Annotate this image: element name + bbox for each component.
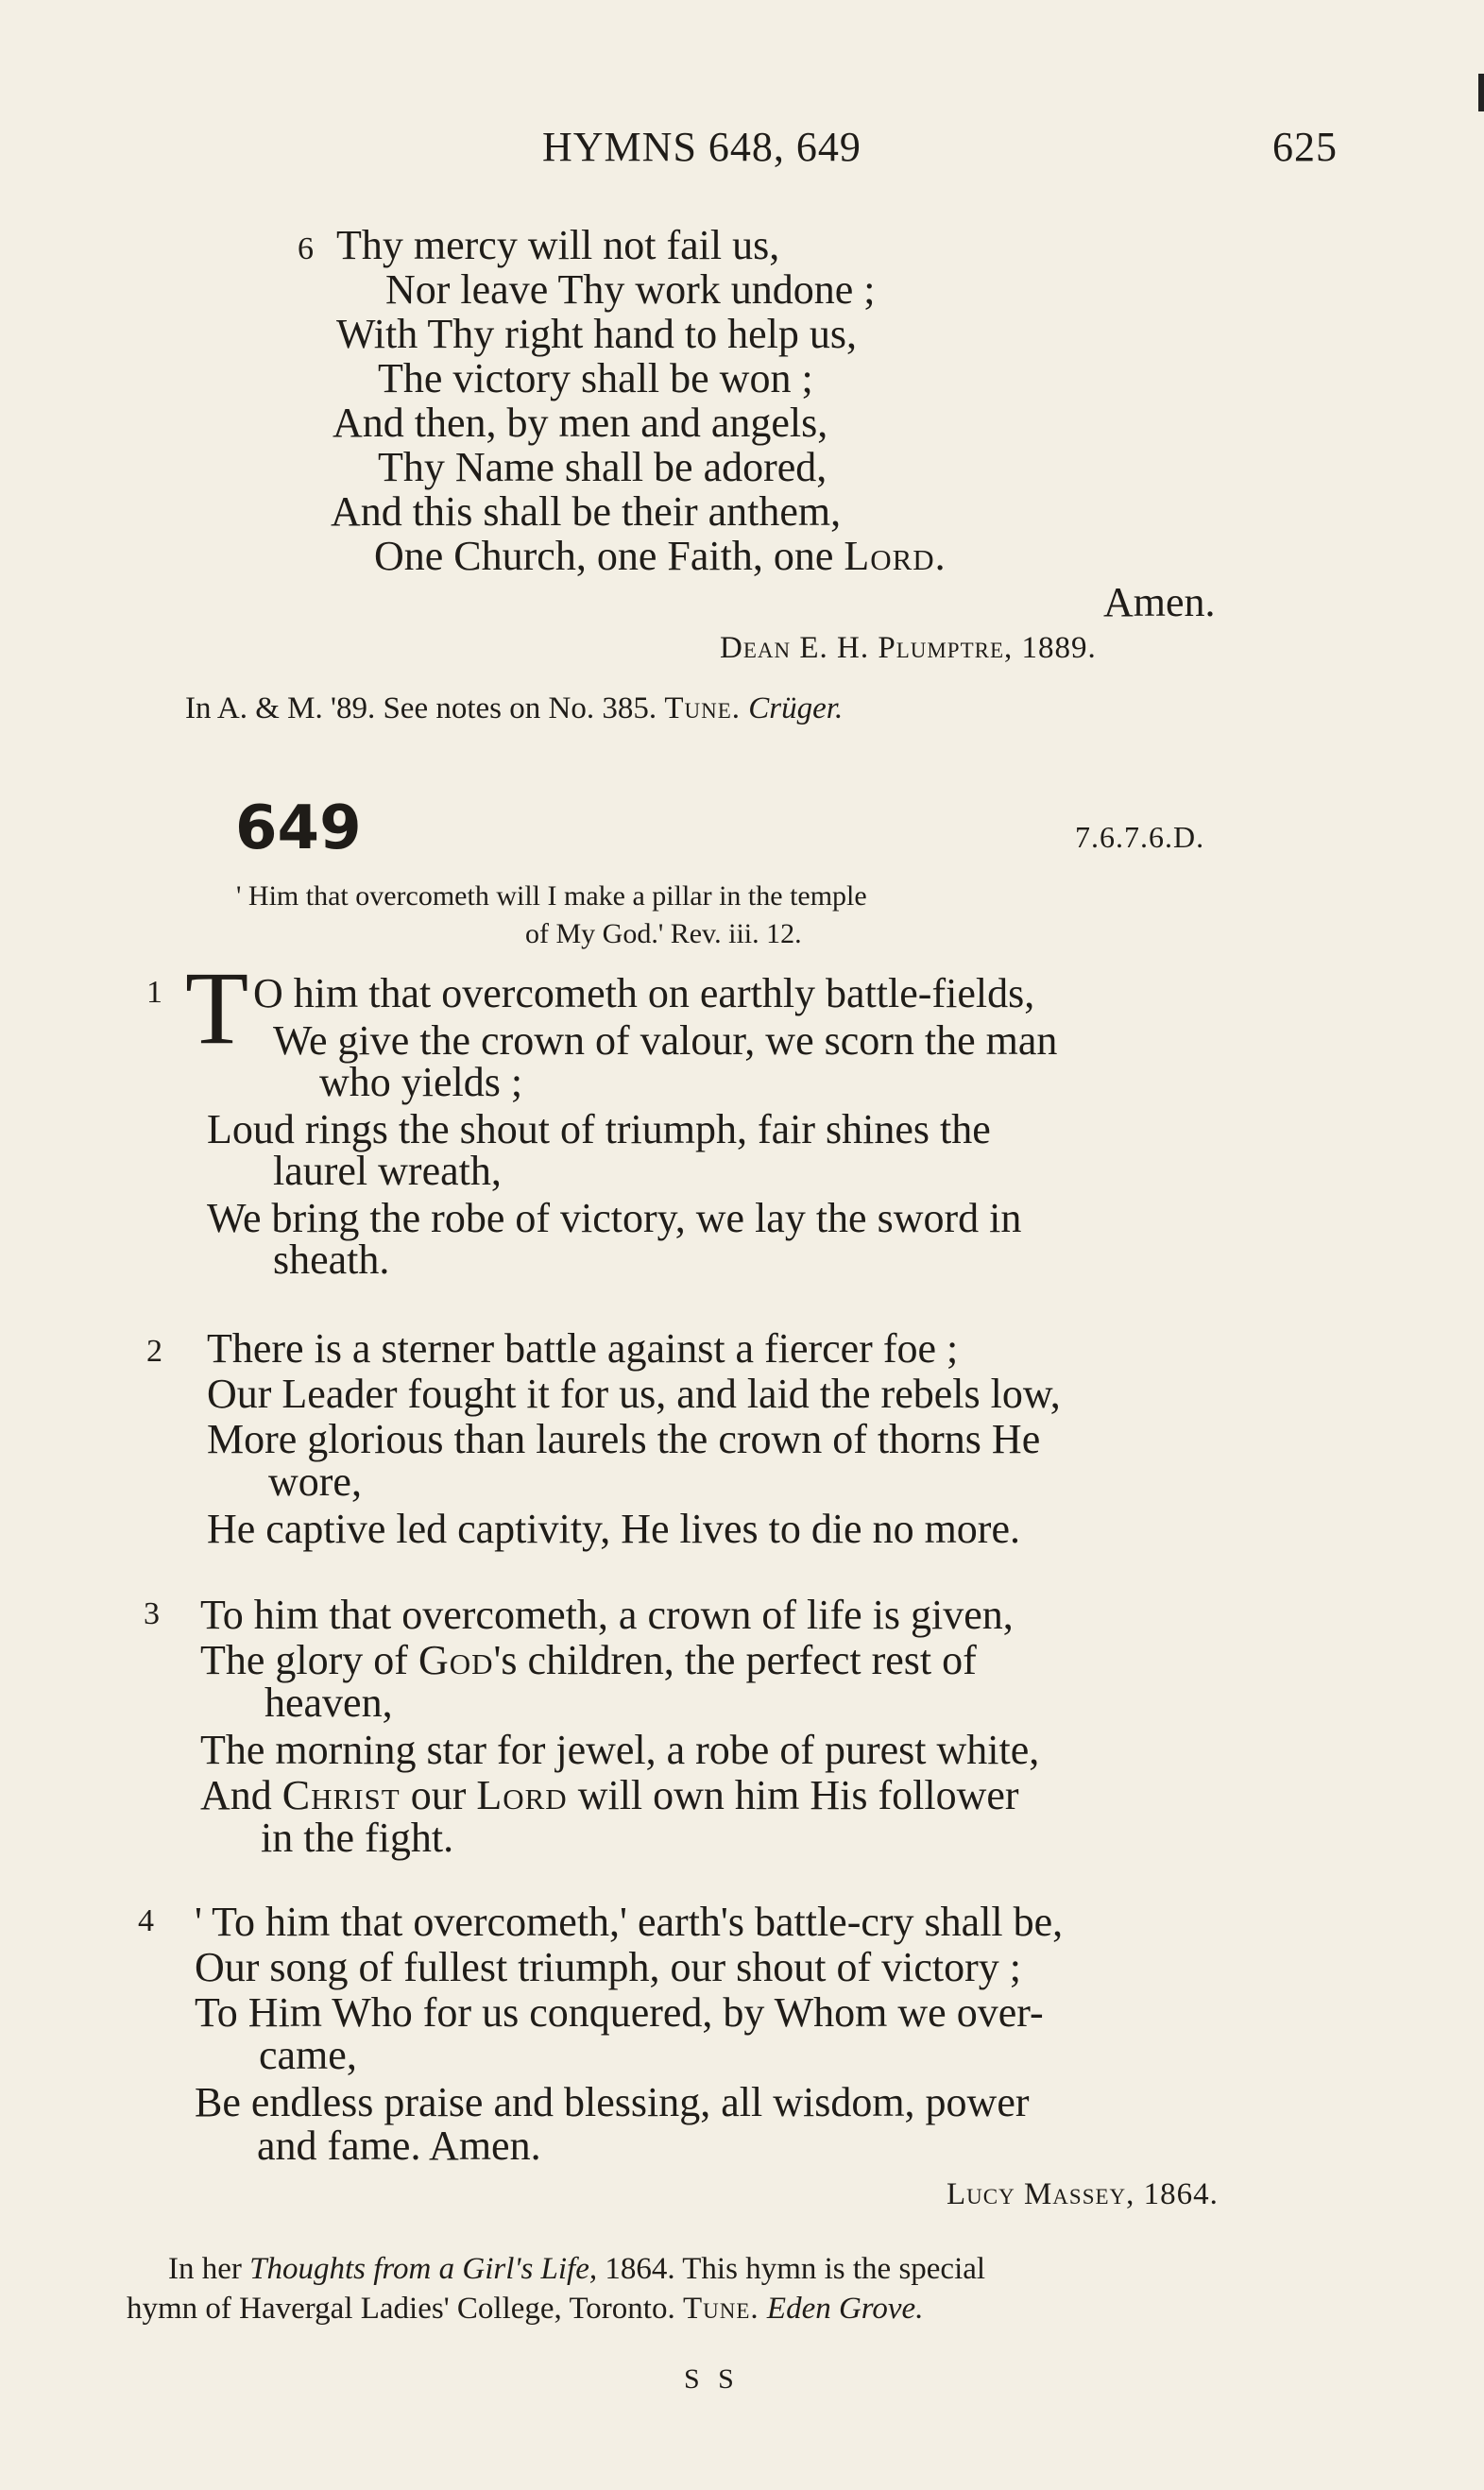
verse-line: laurel wreath,: [273, 1148, 502, 1194]
verse-number: 6: [298, 231, 314, 266]
page-edge-mark: [1478, 74, 1484, 111]
verse-number: 2: [146, 1334, 162, 1369]
verse-line: in the fight.: [261, 1815, 454, 1861]
epigraph-line: of My God.' Rev. iii. 12.: [525, 918, 802, 949]
verse-line: And this shall be their anthem,: [331, 488, 842, 535]
tune-name: Eden Grove.: [766, 2292, 924, 2326]
verse-line: To Him Who for us conquered, by Whom we over-: [195, 1989, 1044, 2036]
verse-line: And then, by men and angels,: [333, 400, 828, 446]
hymn-649-note-line: hymn of Havergal Ladies' College, Toronto. Tune. Eden Grove.: [127, 2292, 924, 2326]
verse-line: The victory shall be won ;: [378, 355, 813, 401]
verse-line: wore,: [268, 1458, 362, 1505]
verse-line: We bring the robe of victory, we lay the sword in: [207, 1195, 1022, 1241]
verse-line: heaven,: [264, 1680, 393, 1726]
verse-line: sheath.: [273, 1236, 390, 1283]
verse-line: Thy Name shall be adored,: [378, 444, 827, 490]
amen: Amen.: [1103, 579, 1216, 625]
verse-number: 3: [144, 1596, 160, 1631]
epigraph-line: ' Him that overcometh will I make a pillar in the temple: [236, 880, 867, 912]
verse-number: 4: [138, 1903, 154, 1938]
hymn-649-author: Lucy Massey, 1864.: [947, 2177, 1219, 2211]
verse-line: Our song of fullest triumph, our shout of victory ;: [195, 1944, 1022, 1990]
hymn-meter: 7.6.7.6.D.: [1075, 820, 1205, 854]
hymn-648-author: Dean E. H. Plumptre, 1889.: [720, 631, 1097, 665]
signature-mark: S S: [684, 2363, 740, 2395]
verse-line: Nor leave Thy work undone ;: [385, 266, 876, 313]
verse-line: O him that overcometh on earthly battle-fields,: [253, 970, 1035, 1016]
verse-line: The glory of God's children, the perfect rest of: [200, 1637, 977, 1683]
verse-line: We give the crown of valour, we scorn the man: [273, 1017, 1058, 1064]
verse-line: The morning star for jewel, a robe of purest white,: [200, 1727, 1040, 1773]
verse-line: More glorious than laurels the crown of thorns He: [207, 1416, 1041, 1462]
hymn-648-note: In A. & M. '89. See notes on No. 385. Tune. Crüger.: [185, 691, 844, 725]
verse-line: Thy mercy will not fail us,: [336, 222, 780, 268]
verse-line: ' To him that overcometh,' earth's battle-cry shall be,: [195, 1899, 1064, 1945]
hymn-number: 649: [235, 793, 362, 863]
verse-line: He captive led captivity, He lives to die no more.: [207, 1506, 1020, 1552]
verse-line: who yields ;: [319, 1059, 523, 1105]
verse-line: And Christ our Lord will own him His follower: [200, 1772, 1019, 1818]
lord-small-caps: Lord.: [844, 533, 947, 579]
drop-cap: T: [185, 950, 249, 1066]
verse-line: One Church, one Faith, one Lord.: [374, 533, 947, 579]
verse-line: To him that overcometh, a crown of life is given,: [200, 1592, 1014, 1638]
verse-line: There is a sterner battle against a fiercer foe ;: [207, 1325, 959, 1372]
verse-line: came,: [259, 2032, 357, 2078]
source-title: Thoughts from a Girl's Life,: [249, 2252, 598, 2286]
verse-line: and fame. Amen.: [257, 2123, 541, 2169]
verse-line: Loud rings the shout of triumph, fair shines the: [207, 1106, 991, 1152]
hymn-649-note-line: In her Thoughts from a Girl's Life, 1864. This hymn is the special: [168, 2252, 986, 2286]
verse-line: Our Leader fought it for us, and laid the rebels low,: [207, 1371, 1061, 1417]
page-number: 625: [1272, 124, 1338, 170]
verse-line: With Thy right hand to help us,: [336, 311, 858, 357]
verse-line: Be endless praise and blessing, all wisdom, power: [195, 2079, 1030, 2125]
running-header-title: HYMNS 648, 649: [542, 124, 861, 170]
tune-name: Crüger.: [748, 691, 844, 725]
verse-number: 1: [146, 975, 162, 1010]
